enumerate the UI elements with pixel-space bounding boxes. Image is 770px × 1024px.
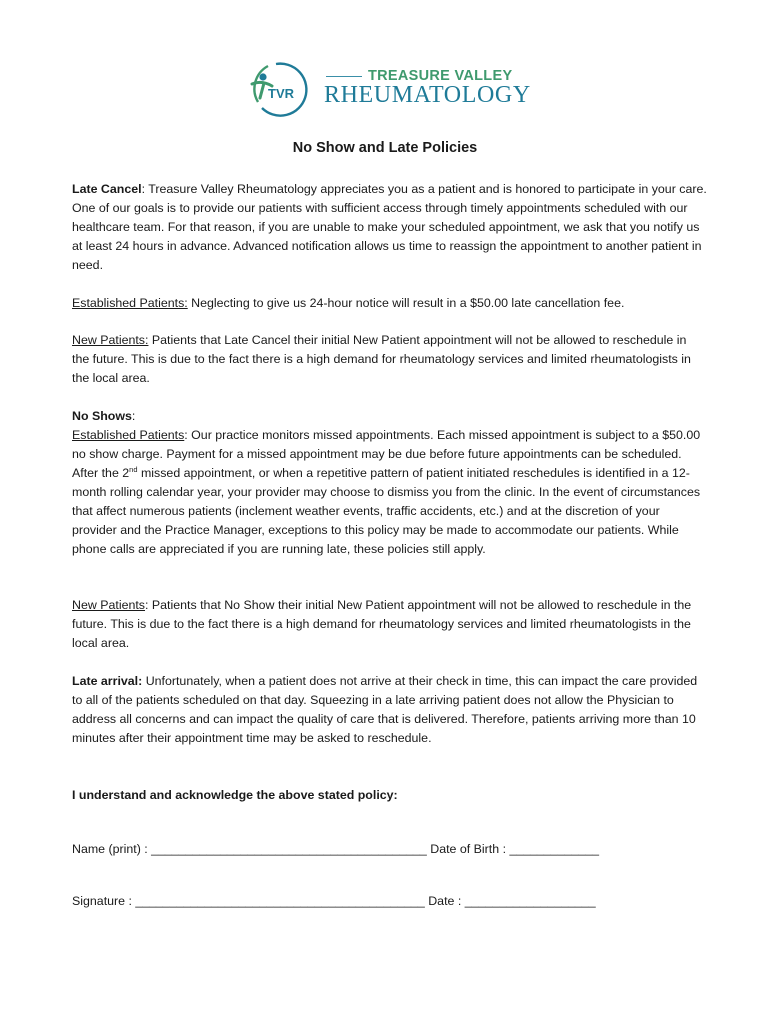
established-patients-text: Neglecting to give us 24-hour notice will result in a $50.00 late cancellation fee. xyxy=(187,296,625,310)
late-cancel-new-paragraph xyxy=(72,331,707,388)
acknowledge-statement: I understand and acknowledge the above stated policy: xyxy=(72,788,398,802)
page-title: No Show and Late Policies xyxy=(292,140,478,156)
logo-line-2: RHEUMATOLOGY xyxy=(324,82,531,108)
no-show-established-text-a: : Our practice monitors missed appointments. Each missed appointment is subject to a $50.00 no show charge. Payment for a missed appointment may be due before future appointments can be scheduled. After the 2 xyxy=(72,428,701,480)
late-arrival-label: Late arrival: xyxy=(72,674,143,688)
tvr-emblem-icon xyxy=(246,56,324,120)
established-patients-label: Established Patients: xyxy=(72,296,188,310)
late-cancel-established-paragraph xyxy=(72,294,707,313)
no-shows-heading: No Shows xyxy=(72,409,132,423)
logo-monogram: TVR xyxy=(268,86,294,101)
no-show-established-label: Established Patients xyxy=(72,428,185,442)
clinic-logo xyxy=(246,56,531,120)
late-cancel-paragraph xyxy=(72,180,707,275)
no-show-established-text-b: missed appointment, or when a repetitive pattern of patient initiated reschedules is identified in a 12-month rolling calendar year, your provider may choose to dismiss you from the clinic. In the event of circumstances that affect numerous patients (inclement weather events, traffic accidents, etc.) and at the discretion of your provider and the Practice Manager, exceptions to this policy may be made to accommodate our patients. While phone calls are appreciated if you are running late, these policies still apply. xyxy=(72,466,701,556)
no-show-new-label: New Patients xyxy=(72,598,146,612)
late-cancel-label: Late Cancel xyxy=(72,182,142,196)
no-show-new-paragraph xyxy=(72,596,707,653)
new-patients-label: New Patients: xyxy=(72,333,149,347)
no-shows-heading-suffix: : xyxy=(131,409,136,423)
logo-rule xyxy=(326,76,362,77)
no-show-new-text: : Patients that No Show their initial New Patient appointment will not be allowed to reschedule in the future. This is due to the fact there is a high demand for rheumatology services and limited rheumatologists in the local area. xyxy=(72,598,692,650)
late-cancel-text: : Treasure Valley Rheumatology appreciates you as a patient and is honored to participate in your care. One of our goals is to provide our patients with sufficient access through timely appointments scheduled with our healthcare team. For that reason, if you are unable to make your scheduled appointment, we ask that you notify us at least 24 hours in advance. Advanced notification allows us time to reassign the appointment to another patient in need. xyxy=(72,182,707,272)
no-shows-paragraph xyxy=(72,407,707,559)
signature-date-field-line[interactable]: Signature : __________________________________________ Date : ___________________ xyxy=(72,894,596,908)
ordinal-superscript: nd xyxy=(129,464,138,474)
late-arrival-paragraph xyxy=(72,672,707,748)
logo-line-1: TREASURE VALLEY xyxy=(368,68,513,84)
name-dob-field-line[interactable]: Name (print) : ________________________________________ Date of Birth : _____________ xyxy=(72,842,600,856)
new-patients-text: Patients that Late Cancel their initial New Patient appointment will not be allowed to reschedule in the future. This is due to the fact there is a high demand for rheumatology services and limited rheumatologists in the local area. xyxy=(72,333,691,385)
late-arrival-text: Unfortunately, when a patient does not arrive at their check in time, this can impact the care provided to all of the patients scheduled on that day. Squeezing in a late arriving patient does not allow the Physician to address all concerns and can impact the quality of care that is delivered. Therefore, patients arriving more than 10 minutes after their appointment time may be asked to reschedule. xyxy=(72,674,698,745)
